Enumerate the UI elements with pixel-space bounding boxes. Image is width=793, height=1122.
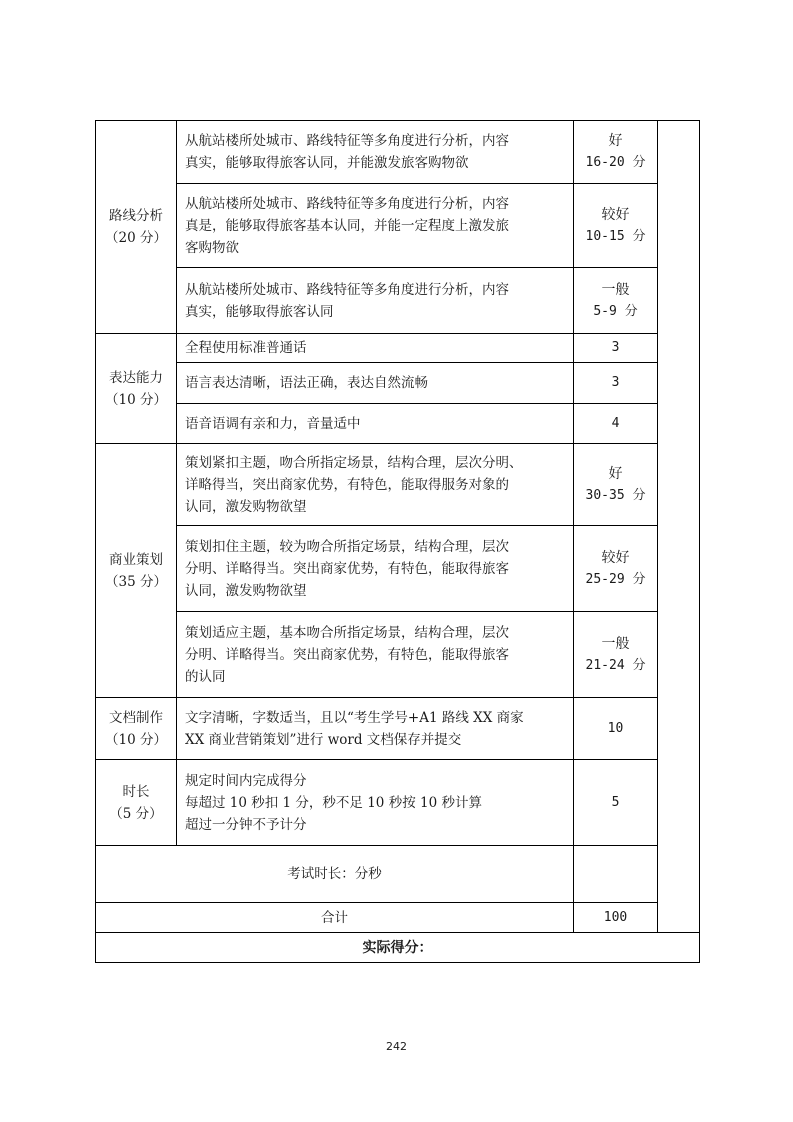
score-cell: 一般 5-9 分 — [574, 268, 658, 334]
scoring-table — [95, 120, 700, 963]
criterion-description: 策划扣住主题，较为吻合所指定场景，结构合理，层次 分明、详略得当。突出商家优势，有特色，能取得旅客 认同，激发购物欲望 — [177, 526, 574, 612]
category-planning: 商业策划 （35 分） — [96, 444, 177, 698]
table-row — [96, 268, 700, 334]
criterion-description: 策划紧扣主题，吻合所指定场景，结构合理，层次分明、 详略得当，突出商家优势，有特色，能取得服务对象的 认同，激发购物欲望 — [177, 444, 574, 526]
table-row — [96, 903, 700, 933]
score-cell — [574, 846, 658, 903]
score-cell: 好 30-35 分 — [574, 444, 658, 526]
score-cell: 好 16-20 分 — [574, 121, 658, 184]
page-number: 242 — [386, 1040, 407, 1053]
table-row — [96, 933, 700, 963]
score-cell: 较好 25-29 分 — [574, 526, 658, 612]
criterion-description: 文字清晰，字数适当，且以“考生学号+A1 路线 XX 商家 XX 商业营销策划”进行 word 文档保存并提交 — [177, 698, 574, 760]
score-cell: 10 — [574, 698, 658, 760]
category-duration: 时长 （5 分） — [96, 760, 177, 846]
criterion-description: 策划适应主题，基本吻合所指定场景，结构合理，层次 分明、详略得当。突出商家优势，有特色，能取得旅客 的认同 — [177, 612, 574, 698]
table-row — [96, 184, 700, 268]
actual-score-label: 实际得分： — [96, 933, 700, 963]
criterion-description: 从航站楼所处城市、路线特征等多角度进行分析，内容 真实，能够取得旅客认同，并能激发旅客购物欲 — [177, 121, 574, 184]
score-cell: 4 — [574, 404, 658, 444]
criterion-description: 语言表达清晰，语法正确，表达自然流畅 — [177, 363, 574, 404]
total-score: 100 — [574, 903, 658, 933]
actual-score-column — [658, 121, 700, 933]
criterion-description: 规定时间内完成得分 每超过 10 秒扣 1 分，秒不足 10 秒按 10 秒计算 超过一分钟不予计分 — [177, 760, 574, 846]
table-row — [96, 760, 700, 846]
criterion-description: 全程使用标准普通话 — [177, 334, 574, 363]
score-cell: 5 — [574, 760, 658, 846]
score-cell: 3 — [574, 363, 658, 404]
criterion-description: 语音语调有亲和力，音量适中 — [177, 404, 574, 444]
table-row — [96, 121, 700, 184]
table-row — [96, 404, 700, 444]
table-row — [96, 444, 700, 526]
score-cell: 一般 21-24 分 — [574, 612, 658, 698]
table-row — [96, 334, 700, 363]
table-row — [96, 612, 700, 698]
table-row — [96, 846, 700, 903]
exam-time-label: 考试时长：分秒 — [96, 846, 574, 903]
table-row — [96, 363, 700, 404]
table-row — [96, 698, 700, 760]
criterion-description: 从航站楼所处城市、路线特征等多角度进行分析，内容 真实，能够取得旅客认同 — [177, 268, 574, 334]
criterion-description: 从航站楼所处城市、路线特征等多角度进行分析，内容 真是，能够取得旅客基本认同，并能一定程度上激发旅 客购物欲 — [177, 184, 574, 268]
score-cell: 较好 10-15 分 — [574, 184, 658, 268]
category-expression: 表达能力 （10 分） — [96, 334, 177, 444]
category-route: 路线分析 （20 分） — [96, 121, 177, 334]
total-label: 合计 — [96, 903, 574, 933]
table-row — [96, 526, 700, 612]
score-cell: 3 — [574, 334, 658, 363]
category-document: 文档制作 （10 分） — [96, 698, 177, 760]
